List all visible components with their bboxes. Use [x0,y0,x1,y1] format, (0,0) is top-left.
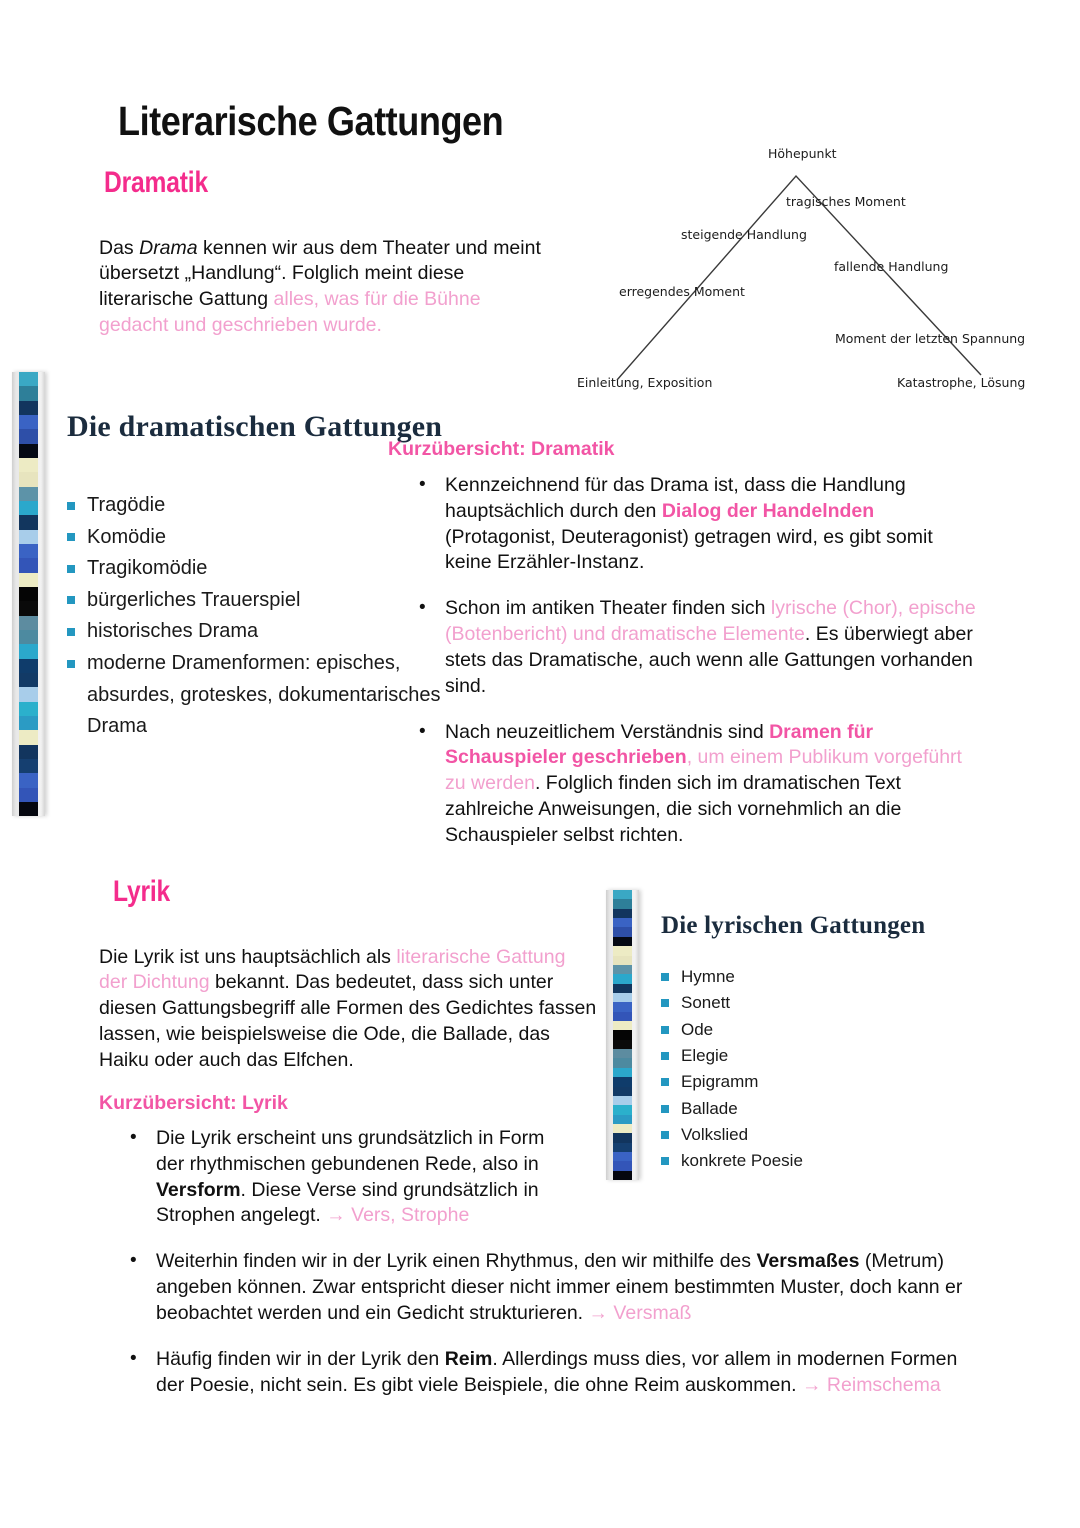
color-bar-chip [19,444,38,458]
color-bar-chip [19,472,38,486]
color-bar-chip [19,587,38,601]
pyramid-label-fallende-handlung: fallende Handlung [834,259,949,274]
color-bar-chip [19,530,38,544]
color-bar-chip [19,401,38,415]
bullet-highlight-light: , um einem Publikum vorgeführt zu werden [445,746,962,795]
color-bar-chip [613,956,632,965]
list-item: bürgerliches Trauerspiel [67,585,442,617]
color-bar-chip [613,1087,632,1096]
bullet-highlight: lyrische (Chor), epische (Botenbericht) und dramatische Elemente [445,597,976,646]
bullet-text-b: . Folglich finden sich im dramatischen Text zahlreiche Anweisungen, die sich vornehmlich an die Schauspieler selbst richten. [445,772,902,846]
pyramid-lines [555,132,1055,402]
bullet-highlight-bold: Dramen für Schauspieler geschrieben [445,720,874,769]
list-item: Sonett [661,990,946,1016]
bullet-text-b: . Allerdings muss dies, vor allem in modernen Formen der Poesie, nicht sein. Es gibt viele Beispiele, die ohne Reim auskommen. [156,1347,958,1396]
pyramid-label-hoehepunkt: Höhepunkt [768,146,837,161]
color-bar-chip [19,501,38,515]
color-bar-chip [19,716,38,730]
color-bar-chip [613,1115,632,1124]
list-item [413,720,979,849]
bullet-text-a: Nach neuzeitlichem Verständnis sind [445,720,770,743]
color-bar-chip [19,573,38,587]
list-item [124,1249,986,1326]
color-bar-chip [19,788,38,802]
list-item: Hymne [661,964,946,990]
list-item: Tragikomödie [67,553,442,585]
slide-title-dramatische-gattungen: Die dramatischen Gattungen [67,410,443,443]
list-item [413,473,979,576]
color-bar-chip [613,1105,632,1114]
bullet-text-b: (Metrum) angeben können. Zwar entspricht dieser nicht immer einem bestimmten Muster, doch kann er beobachtet werden und ein Gedicht strukturieren. [156,1250,963,1324]
list-item [413,596,979,699]
color-bar-chips [19,372,38,816]
bullet-text-b: . Diese Verse sind grundsätzlich in Strophen angelegt. [156,1178,539,1227]
color-bar-chip [613,1058,632,1067]
bullet-text-b: . Es überwiegt aber stets das Dramatische, auch wenn alle Gattungen vorhanden sind. [445,623,973,697]
page-title: Literarische Gattungen [118,98,504,144]
list-item [124,1126,576,1229]
color-bar-chip [613,1040,632,1049]
color-bar-chip [613,974,632,983]
color-bar-chip [613,899,632,908]
bullet-text-a: Schon im antiken Theater finden sich [445,597,771,620]
list-item: moderne Dramenformen: episches, absurdes, groteskes, dokumentarisches Drama [67,648,442,743]
color-bar-chip [613,1002,632,1011]
color-bar-chip [19,644,38,658]
decorative-color-bar [12,372,45,816]
color-bar-chip [613,1012,632,1021]
bullet-highlight: Dialog der Handelnden [661,499,875,522]
dramatische-gattungen-list [67,490,442,743]
bullet-text-a: Kennzeichnend für das Drama ist, dass die Handlung hauptsächlich durch den [445,474,906,522]
bullet-text-a: Häufig finden wir in der Lyrik den [156,1347,445,1370]
color-bar-chip [613,918,632,927]
bullet-crossref-link[interactable]: → Versmaß [588,1301,692,1324]
color-bar-chip [19,515,38,529]
slide-content [45,372,442,816]
intro-text-b: kennen wir aus dem Theater und meint übersetzt „Handlung“. Folglich meint diese literarische Gattung [99,236,541,311]
freytag-pyramid-diagram [555,132,1055,402]
color-bar-chip [19,601,38,615]
intro-text-a: Das [99,236,140,259]
color-bar-chip [19,487,38,501]
color-bar-chip [613,965,632,974]
list-item: Komödie [67,522,442,554]
color-bar-chip [613,1049,632,1058]
pyramid-label-erregendes-moment: erregendes Moment [619,284,745,299]
color-bar-chip [613,1021,632,1030]
color-bar-chip [19,630,38,644]
list-item: konkrete Poesie [661,1148,946,1174]
pyramid-label-einleitung: Einleitung, Exposition [577,375,713,390]
color-bar-chip [19,429,38,443]
intro-highlight: alles, was für die Bühne gedacht und geschrieben wurde. [99,288,481,337]
color-bar-chip [19,773,38,787]
color-bar-chip [19,673,38,687]
list-item: historisches Drama [67,616,442,648]
slide-title-lyrische-gattungen: Die lyrischen Gattungen [661,912,926,939]
color-bar-chip [19,730,38,744]
bullet-term: Versform [156,1178,241,1201]
list-item [124,1347,986,1399]
pyramid-label-tragisches-moment: tragisches Moment [786,194,906,209]
list-item: Volkslied [661,1122,946,1148]
pyramid-label-letzte-spannung: Moment der letzten Spannung [835,331,1026,346]
color-bar-chip [19,745,38,759]
list-item: Tragödie [67,490,442,522]
color-bar-chip [19,616,38,630]
slide-image-dramatische-gattungen [12,372,443,816]
color-bar-chip [19,372,38,386]
kurzuebersicht-lyrik-list [124,1126,986,1398]
bullet-crossref-link[interactable]: → Vers, Strophe [326,1204,470,1227]
color-bar-chip [613,909,632,918]
list-item: Ballade [661,1096,946,1122]
pyramid-label-katastrophe: Katastrophe, Lösung [897,375,1026,390]
list-item: Elegie [661,1043,946,1069]
color-bar-chip [613,946,632,955]
lyrik-intro-paragraph [99,945,597,1075]
bullet-term: Reim [444,1347,493,1370]
intro-text-a: Die Lyrik ist uns hauptsächlich als [99,945,397,968]
kurzuebersicht-dramatik-heading: Kurzübersicht: Dramatik [388,438,615,460]
color-bar-chip [613,890,632,899]
kurzuebersicht-lyrik-heading: Kurzübersicht: Lyrik [99,1092,288,1114]
bullet-text-a: Weiterhin finden wir in der Lyrik einen Rhythmus, den wir mithilfe des [156,1250,757,1273]
pyramid-label-steigende-handlung: steigende Handlung [681,227,807,242]
list-item: Epigramm [661,1069,946,1095]
bullet-term: Versmaßes [756,1250,860,1273]
intro-term-drama: Drama [139,236,198,259]
color-bar-chip [613,1096,632,1105]
bullet-text-a: Die Lyrik erscheint uns grundsätzlich in Form der rhythmischen gebundenen Rede, also in [156,1127,545,1175]
color-bar-chip [19,458,38,472]
color-bar-chip [613,927,632,936]
color-bar-chip [19,802,38,816]
color-bar-chip [19,759,38,773]
color-bar-chip [19,544,38,558]
color-bar-chip [613,984,632,993]
color-bar-chip [19,558,38,572]
color-bar-chip [613,1068,632,1077]
section-heading-lyrik: Lyrik [113,875,171,908]
bullet-text-b: (Protagonist, Deuteragonist) getragen wird, es gibt somit keine Erzähler-Instanz. [445,525,933,574]
color-bar-chip [613,1077,632,1086]
color-bar-chip [19,415,38,429]
color-bar-chip [613,937,632,946]
dramatik-intro-paragraph [99,236,551,340]
color-bar-chip [19,659,38,673]
color-bar-chip [19,702,38,716]
list-item: Ode [661,1017,946,1043]
color-bar-chip [19,687,38,701]
color-bar-chip [19,386,38,400]
kurzuebersicht-dramatik-list [413,473,979,849]
section-heading-dramatik: Dramatik [104,166,208,199]
intro-text-b: bekannt. Das bedeutet, dass sich unter diesen Gattungsbegriff alle Formen des Gedichtes fassen lassen, wie beispielsweise die Ode, die Ballade, das Haiku oder auch das Elfchen. [99,971,597,1072]
color-bar-chip [613,1030,632,1039]
color-bar-chip [613,993,632,1002]
intro-highlight: literarische Gattung der Dichtung [99,945,566,994]
bullet-crossref-link[interactable]: → Reimschema [802,1373,941,1396]
